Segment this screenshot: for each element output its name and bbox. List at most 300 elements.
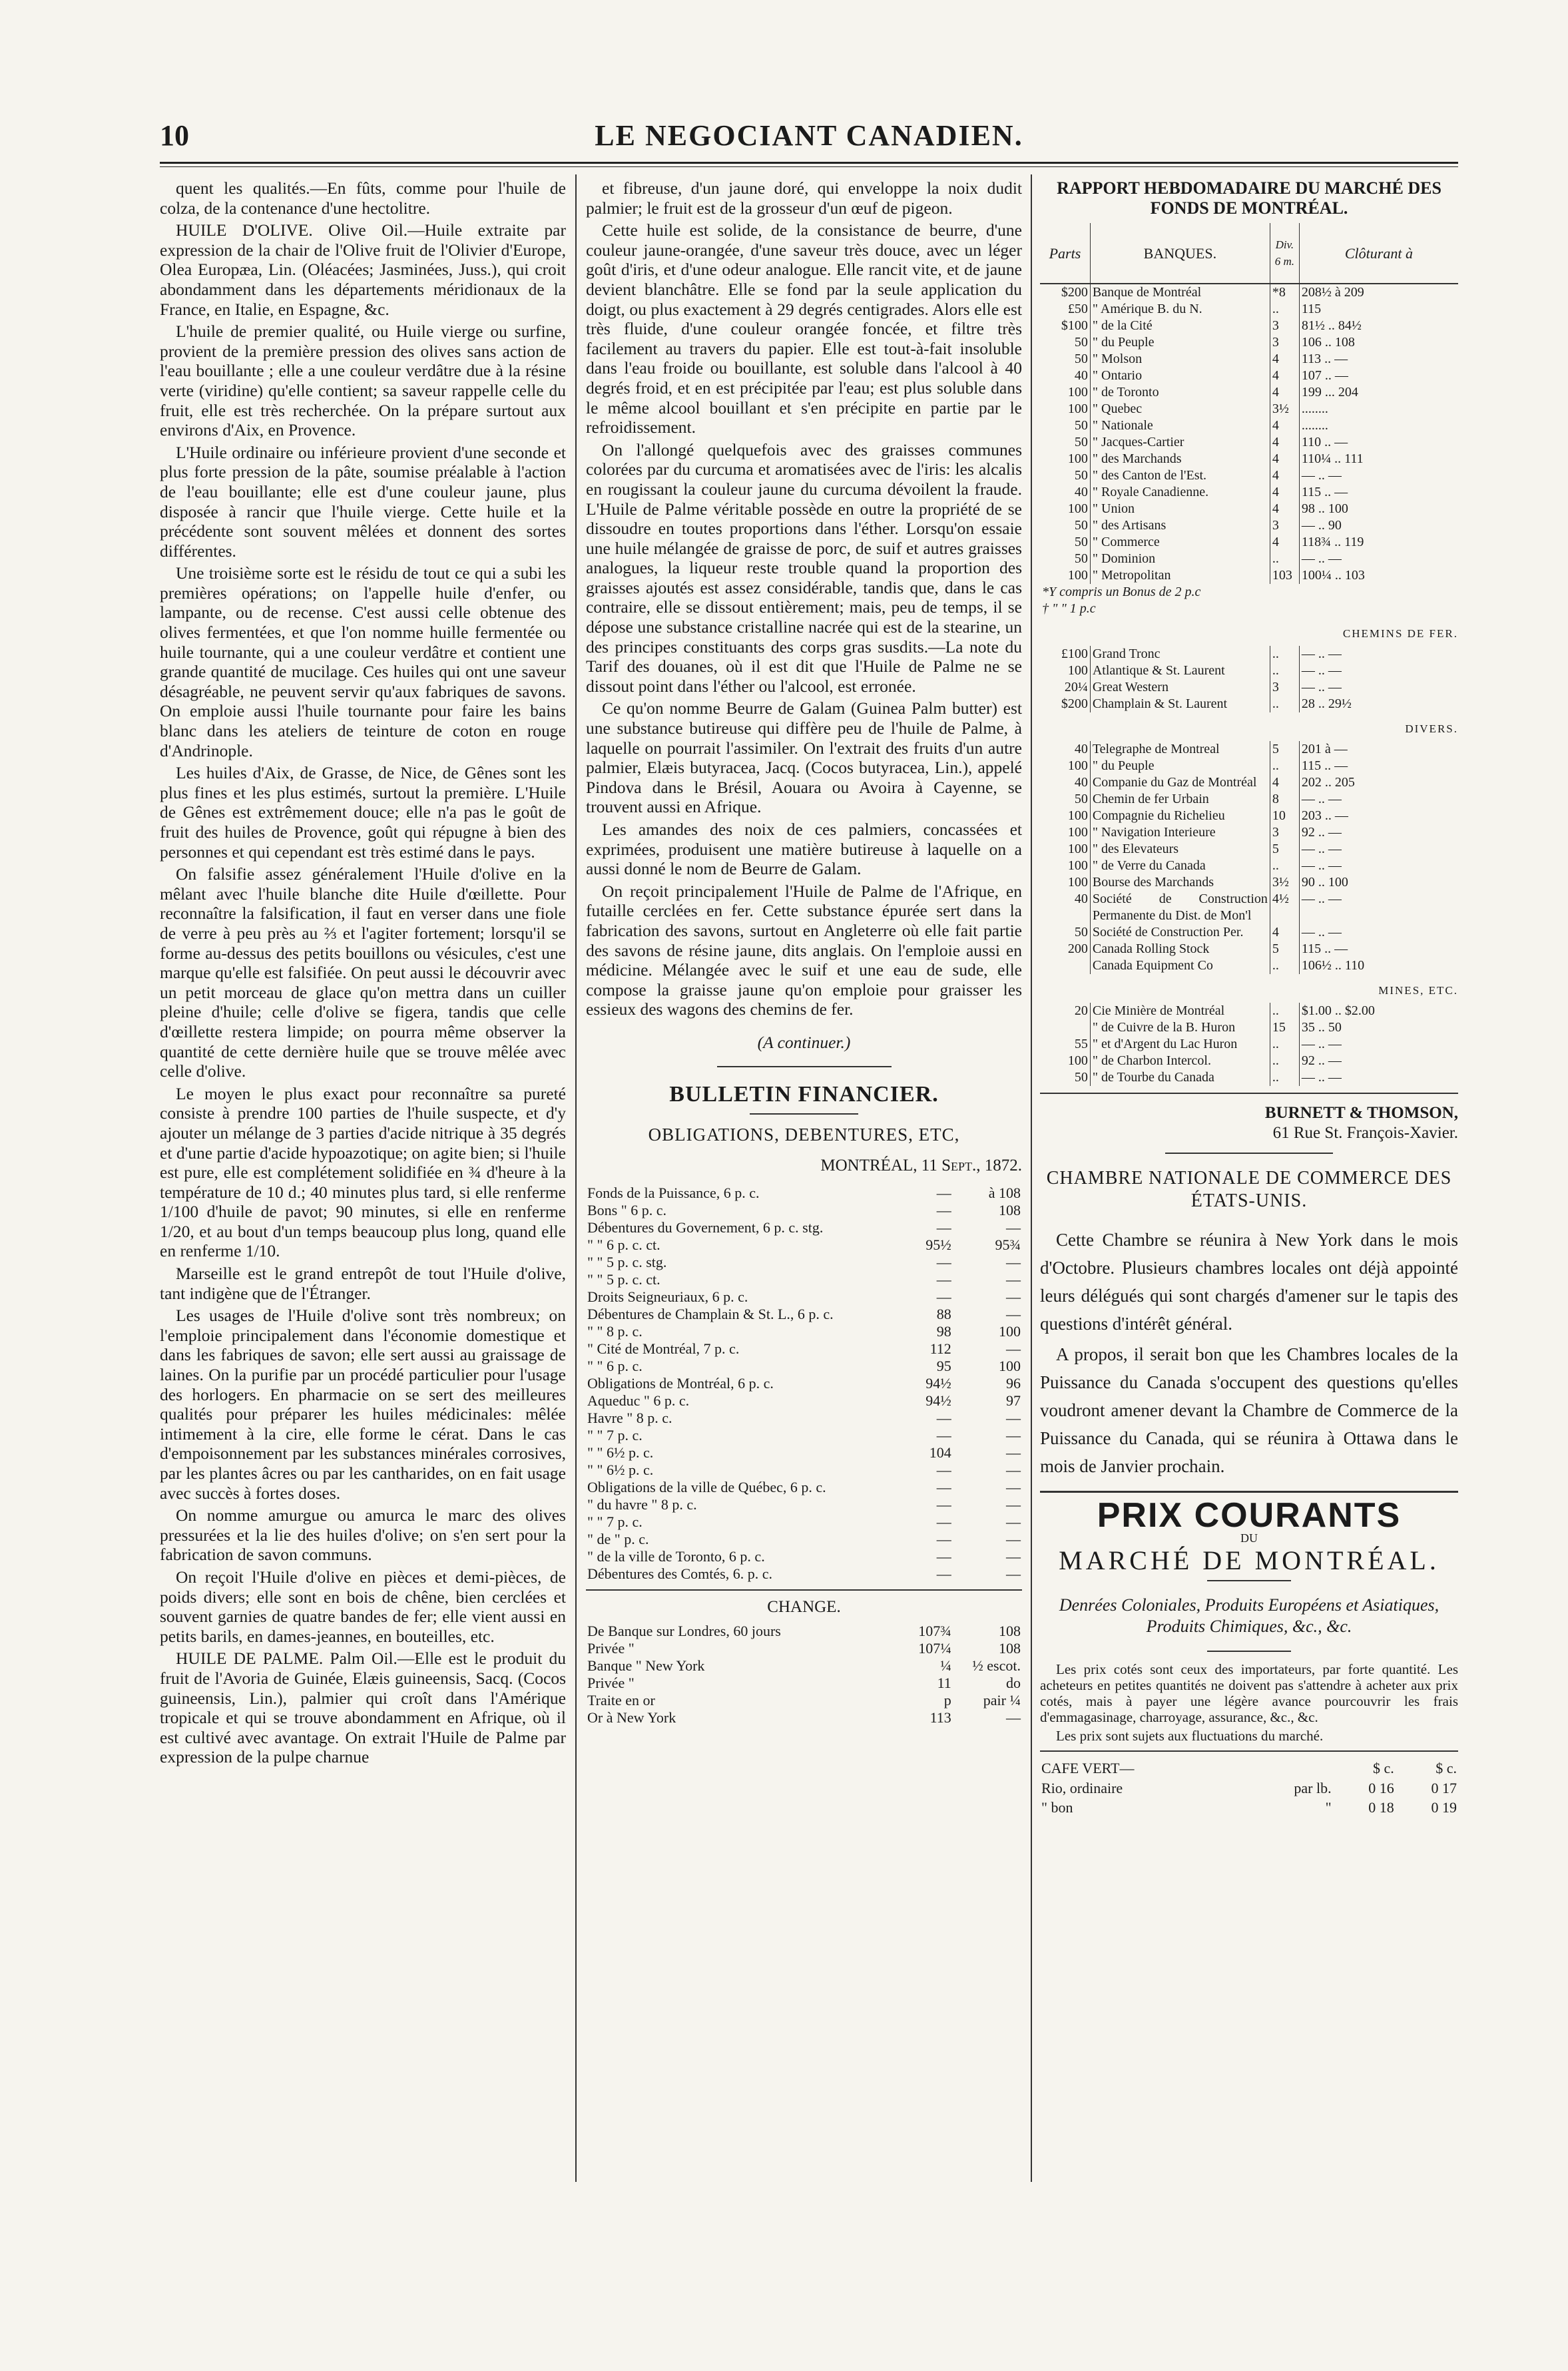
stock-name: " Commerce xyxy=(1090,534,1270,551)
stock-clo: 115 .. — xyxy=(1299,484,1458,501)
stock-part: 100 xyxy=(1067,385,1088,400)
fonds-row xyxy=(586,1306,1022,1323)
stock-name: " Dominion xyxy=(1090,551,1270,567)
fonds-row-v1: — xyxy=(936,1288,951,1306)
stock-clo: 110¼ .. 111 xyxy=(1299,451,1458,467)
stock-part: 50 xyxy=(1074,518,1088,533)
fonds-row-v2: 95¾ xyxy=(995,1236,1021,1254)
stock-name: " des Artisans xyxy=(1090,517,1270,534)
fonds-row xyxy=(586,1392,1022,1410)
chambre-title: CHAMBRE NATIONALE DE COMMERCE DES ÉTATS-UNIS. xyxy=(1046,1168,1452,1212)
fonds-row-v2: 100 xyxy=(999,1358,1021,1375)
stock-clo: 110 .. — xyxy=(1299,434,1458,451)
change-row-label: Privée " xyxy=(587,1639,635,1657)
stock-name: " des Marchands xyxy=(1090,451,1270,467)
stock-div: 4 xyxy=(1270,924,1299,941)
stock-part: 100 xyxy=(1067,401,1088,417)
fonds-row-v2: — xyxy=(1006,1288,1021,1306)
fonds-row-v1: 95½ xyxy=(925,1236,951,1254)
stock-name: " Royale Canadienne. xyxy=(1090,484,1270,501)
stock-name: " et d'Argent du Lac Huron xyxy=(1090,1036,1270,1053)
stock-clo: 202 .. 205 xyxy=(1299,774,1458,791)
change-row-label: Banque " New York xyxy=(587,1657,705,1674)
stock-part xyxy=(1040,957,1090,974)
fonds-row-v2: — xyxy=(1006,1340,1021,1358)
fonds-row-v1: — xyxy=(936,1479,951,1496)
fonds-row xyxy=(586,1427,1022,1444)
chambre-paragraph: A propos, il serait bon que les Chambres locales de la Puissance du Canada s'occupent des questions qu'elles voudront amener devant la Chambre de Commerce de la Puissance du Canada, qui se réunira à Ottawa dans le mois de Janvier prochain. xyxy=(1040,1344,1458,1477)
fonds-row-v1: — xyxy=(936,1427,951,1444)
cafe-v2: 0 19 xyxy=(1431,1799,1457,1816)
stock-clo: 90 .. 100 xyxy=(1299,874,1458,891)
cafe-label: " bon xyxy=(1041,1799,1073,1816)
stock-part: 40 xyxy=(1074,775,1088,790)
market-report-column xyxy=(1040,178,1458,1818)
mines-row xyxy=(1040,1019,1458,1036)
change-row xyxy=(586,1640,1022,1657)
fonds-row-v2: — xyxy=(1006,1531,1021,1548)
divider xyxy=(717,1066,892,1067)
fonds-row-v1: — xyxy=(936,1271,951,1288)
bank-row xyxy=(1040,301,1458,318)
stock-name: " de Verre du Canada xyxy=(1090,858,1270,874)
fonds-row-v1: — xyxy=(936,1410,951,1427)
fonds-row-v1: 94½ xyxy=(925,1375,951,1392)
fonds-row-label: " Cité de Montréal, 7 p. c. xyxy=(587,1340,740,1358)
divers-row xyxy=(1040,774,1458,791)
stock-clo: 208½ à 209 xyxy=(1299,284,1458,301)
stock-name: Canada Equipment Co xyxy=(1090,957,1270,974)
denrees-subtitle: Denrées Coloniales, Produits Européens et Asiatiques, Produits Chimiques, &c., &c. xyxy=(1059,1595,1439,1636)
fonds-row xyxy=(586,1410,1022,1427)
stock-div: *8 xyxy=(1270,284,1299,301)
fonds-row-v2: — xyxy=(1006,1410,1021,1427)
stock-name: Great Western xyxy=(1090,679,1270,696)
fonds-row-v2: — xyxy=(1006,1306,1021,1323)
chemins-title: CHEMINS DE FER. xyxy=(1342,627,1458,641)
stock-clo: 106½ .. 110 xyxy=(1299,957,1458,974)
bank-row xyxy=(1040,567,1458,584)
stock-part: $200 xyxy=(1061,285,1088,300)
rapport-title: RAPPORT HEBDOMADAIRE DU MARCHÉ DES FONDS DE MONTRÉAL. xyxy=(1057,178,1441,218)
divers-row xyxy=(1040,841,1458,858)
fonds-row xyxy=(586,1513,1022,1531)
stock-name: " de Charbon Intercol. xyxy=(1090,1053,1270,1069)
fonds-row-label: " " 6 p. c. ct. xyxy=(587,1236,660,1254)
article-paragraph: Marseille est le grand entrepôt de tout l'Huile d'olive, tant indigène que de l'Étranger. xyxy=(160,1264,566,1303)
prix-du: DU xyxy=(1240,1531,1258,1545)
newspaper-title: LE NEGOCIANT CANADIEN. xyxy=(595,119,1023,152)
divers-row xyxy=(1040,858,1458,874)
signature-name: BURNETT & THOMSON, xyxy=(1264,1104,1458,1123)
change-row-v1: 107¾ xyxy=(918,1622,951,1639)
railway-row xyxy=(1040,696,1458,712)
stock-part: 100 xyxy=(1067,451,1088,467)
fonds-row-label: " de la ville de Toronto, 6 p. c. xyxy=(587,1548,765,1565)
fonds-row xyxy=(586,1254,1022,1271)
stock-part: 100 xyxy=(1067,758,1088,774)
stock-clo: — .. 90 xyxy=(1299,517,1458,534)
fonds-row-label: Débentures de Champlain & St. L., 6 p. c. xyxy=(587,1306,834,1323)
bulletin-title: BULLETIN FINANCIER. xyxy=(669,1081,939,1107)
stock-name: " Molson xyxy=(1090,351,1270,368)
change-title: CHANGE. xyxy=(767,1598,841,1617)
stock-div: 8 xyxy=(1270,791,1299,808)
stock-name: Société de Construction Permanente du Dist. de Mon'l xyxy=(1090,891,1270,924)
fonds-row-v2: 108 xyxy=(999,1202,1021,1219)
bank-row xyxy=(1040,384,1458,401)
stock-div: 3 xyxy=(1270,318,1299,334)
fonds-row-label: " " 6½ p. c. xyxy=(587,1444,654,1461)
article-paragraph: Les usages de l'Huile d'olive sont très nombreux; on l'emploie principalement dans l'économie domestique et dans les fabriques de savon; elle sert aussi au graissage de laines. On la purifie par un procédé particulier pour l'usage des horlogers. En pharmacie on se sert des meilleures qualités pour préparer les huiles médicinales: mêlée intimement à la cire, elle forme le cérat. Dans le cas d'empoisonnement par les substances minérales corrosives, par les plantes âcres ou par les cantharides, on en fait usage avec succès à fortes doses. xyxy=(160,1306,566,1503)
fonds-row-v1: — xyxy=(936,1513,951,1531)
fonds-row xyxy=(586,1202,1022,1219)
fonds-row xyxy=(586,1185,1022,1202)
article-paragraph: On reçoit principalement l'Huile de Palme de l'Afrique, en futaille cerclées en fer. Cette substance épurée sert dans la fabrication des savons, surtout en Angleterre où elle fait partie des savons de résine jaune, dits anglais. On l'emploie aussi en médicine. Mélangée avec le suif et une eau de sude, elle compose la graisse jaune qu'on emploie pour graisser les essieux des wagons des chemins de fer. xyxy=(586,881,1022,1019)
fonds-row-label: " " 5 p. c. stg. xyxy=(587,1254,667,1271)
fonds-row xyxy=(586,1444,1022,1461)
stock-part xyxy=(1040,1019,1090,1036)
stock-div: .. xyxy=(1270,1003,1299,1019)
divider xyxy=(750,1113,859,1115)
cafe-unit: par lb. xyxy=(1294,1779,1332,1796)
stock-name: Banque de Montréal xyxy=(1090,284,1270,301)
bank-row xyxy=(1040,434,1458,451)
divider xyxy=(1040,1093,1458,1094)
stock-part: 100 xyxy=(1067,875,1088,890)
stock-part: $200 xyxy=(1061,696,1088,712)
bank-row xyxy=(1040,467,1458,484)
fonds-row-label: Droits Seigneuriaux, 6 p. c. xyxy=(587,1288,748,1306)
fonds-row-v2: à 108 xyxy=(988,1185,1021,1202)
stock-part: £100 xyxy=(1061,647,1088,662)
fonds-row-v1: — xyxy=(936,1496,951,1513)
stock-clo: ........ xyxy=(1299,417,1458,434)
stock-div: .. xyxy=(1270,957,1299,974)
fonds-row-v2: — xyxy=(1006,1219,1021,1236)
stock-div: 5 xyxy=(1270,841,1299,858)
stock-div: 4 xyxy=(1270,467,1299,484)
article-paragraph: On nomme amurgue ou amurca le marc des olives pressurées et la lie des huiles d'olive; on s'en sert pour la fabrication de savon communs. xyxy=(160,1505,566,1565)
fonds-row-label: Obligations de Montréal, 6 p. c. xyxy=(587,1375,774,1392)
stock-div: .. xyxy=(1270,858,1299,874)
stock-name: Atlantique & St. Laurent xyxy=(1090,662,1270,679)
page-number: 10 xyxy=(160,119,189,152)
stock-div: 103 xyxy=(1270,567,1299,584)
divers-row xyxy=(1040,924,1458,941)
bank-row xyxy=(1040,534,1458,551)
change-row-label: Privée " xyxy=(587,1674,635,1691)
stock-part: 100 xyxy=(1067,1053,1088,1069)
stock-name: " Metropolitan xyxy=(1090,567,1270,584)
stock-name: " Nationale xyxy=(1090,417,1270,434)
fonds-row xyxy=(586,1461,1022,1479)
stock-div: .. xyxy=(1270,1069,1299,1086)
fonds-row-label: " " 6½ p. c. xyxy=(587,1461,654,1479)
stock-part: 55 xyxy=(1074,1037,1088,1052)
stock-name: " Union xyxy=(1090,501,1270,517)
bank-row xyxy=(1040,517,1458,534)
article-paragraph: On falsifie assez généralement l'Huile d'olive en la mêlant avec l'huile blanche dite Huile d'œillette. Pour reconnaître la falsification, il faut en verser dans une fiole de verre à peu près au ⅔ et l'agiter fortement; lorsqu'il se forme au-dessus des petits bouillons ou vésicules, c'est une marque qu'elle est falsifiée. On peut aussi le découvrir avec un petit morceau de glace qu'on mettra dans un cuiller pleine d'huile; celle d'olive se figera, tandis que celle d'œillette restera limpide; on pourra même observer la quantité de cette dernière huile que se trouve mêlée avec celle d'olive. xyxy=(160,864,566,1081)
stock-div: 5 xyxy=(1270,741,1299,758)
mines-row xyxy=(1040,1053,1458,1069)
change-row-v2: pair ¼ xyxy=(983,1691,1021,1709)
railway-row xyxy=(1040,646,1458,662)
railway-row xyxy=(1040,662,1458,679)
stock-div: 4 xyxy=(1270,774,1299,791)
stock-part: 50 xyxy=(1074,925,1088,940)
stock-clo: 115 .. — xyxy=(1299,941,1458,957)
stock-div: 3 xyxy=(1270,334,1299,351)
stock-name: Bourse des Marchands xyxy=(1090,874,1270,891)
stock-name: Chemin de fer Urbain xyxy=(1090,791,1270,808)
stock-div: 5 xyxy=(1270,941,1299,957)
fonds-row-label: Havre " 8 p. c. xyxy=(587,1410,672,1427)
divers-row xyxy=(1040,808,1458,824)
stock-div: 4 xyxy=(1270,484,1299,501)
stock-div: 4 xyxy=(1270,368,1299,384)
stock-div: 10 xyxy=(1270,808,1299,824)
dateline: MONTRÉAL, 11 Sept., 1872. xyxy=(820,1156,1022,1175)
bank-row xyxy=(1040,318,1458,334)
change-row-v2: ½ escot. xyxy=(972,1657,1021,1674)
stock-div: .. xyxy=(1270,1053,1299,1069)
col-header-cloturant: Clôturant à xyxy=(1299,223,1458,284)
stock-name: Société de Construction Per. xyxy=(1090,924,1270,941)
stock-div: 4 xyxy=(1270,534,1299,551)
stock-name: Companie du Gaz de Montréal xyxy=(1090,774,1270,791)
article-paragraph: L'Huile ordinaire ou inférieure provient d'une seconde et plus forte pression de la pâte, soumise préalable à l'action de l'eau bouillante; elle est d'une couleur jaune, plus disposée à rancir que l'huile vierge. Cette huile et la précédente sont souvent mêlées et donnent des sortes différentes. xyxy=(160,442,566,561)
stock-div: 4 xyxy=(1270,384,1299,401)
cafe-unit-2: $ c. xyxy=(1436,1759,1457,1776)
stock-name: Telegraphe de Montreal xyxy=(1090,741,1270,758)
stock-clo: 115 xyxy=(1299,301,1458,318)
bank-row xyxy=(1040,284,1458,301)
change-row-v2: 108 xyxy=(999,1639,1021,1657)
stock-part: 40 xyxy=(1074,368,1088,384)
stock-name: " de Toronto xyxy=(1090,384,1270,401)
stock-div: .. xyxy=(1270,662,1299,679)
stock-div: 3½ xyxy=(1270,874,1299,891)
fonds-row-label: " du havre " 8 p. c. xyxy=(587,1496,697,1513)
stock-div: 3 xyxy=(1270,679,1299,696)
divider xyxy=(1207,1580,1291,1581)
cafe-label: Rio, ordinaire xyxy=(1041,1779,1123,1796)
stock-clo: — .. — xyxy=(1299,791,1458,808)
stock-clo: — .. — xyxy=(1299,467,1458,484)
stock-part: 20 xyxy=(1074,1003,1088,1019)
fonds-row-v1: — xyxy=(936,1202,951,1219)
stock-clo: 81½ .. 84½ xyxy=(1299,318,1458,334)
fonds-row xyxy=(586,1271,1022,1288)
divider xyxy=(586,1589,1022,1591)
fonds-row-label: Fonds de la Puissance, 6 p. c. xyxy=(587,1185,760,1202)
stock-part: 50 xyxy=(1074,352,1088,367)
cafe-v1: 0 18 xyxy=(1368,1799,1394,1816)
fonds-row xyxy=(586,1323,1022,1340)
article-paragraph: L'huile de premier qualité, ou Huile vierge ou surfine, provient de la première pression des olives sans action de l'eau bouillante ; elle a une couleur verdâtre due à la résine verte (viridine) qu'elle contient; sa saveur rappelle celle du fruit, elle est très recherchée. On la prépare surtout aux environs d'Aix, en Provence. xyxy=(160,322,566,440)
stock-name: Champlain & St. Laurent xyxy=(1090,696,1270,712)
stock-clo: — .. — xyxy=(1299,841,1458,858)
article-paragraph: Une troisième sorte est le résidu de tout ce qui a subi les premières opérations; on l'appelle huile d'enfer, ou lampante, ou de recense. C'est aussi celle obtenue des olives fermentées, et que l'on nomme huille fermentée ou huile tournante, qui a une couleur verdâtre et contient une grande quantité de mucilage. Ces huiles qui ont une saveur désagréable, ne peuvent servir qu'aux fabriques de savons. On emploie aussi l'huile tournante pour faire les bains blanc dans les ateliers de teinture de coton en rouge d'Andrinople. xyxy=(160,563,566,760)
divers-row xyxy=(1040,824,1458,841)
change-row-label: De Banque sur Londres, 60 jours xyxy=(587,1622,781,1639)
stock-name: " Jacques-Cartier xyxy=(1090,434,1270,451)
change-row xyxy=(586,1709,1022,1726)
divers-row xyxy=(1040,758,1458,774)
fonds-row-v2: 97 xyxy=(1006,1392,1021,1410)
change-row xyxy=(586,1675,1022,1692)
stock-div: .. xyxy=(1270,758,1299,774)
cafe-v2: 0 17 xyxy=(1431,1779,1457,1796)
cafe-v1: 0 16 xyxy=(1368,1779,1394,1796)
divider xyxy=(1040,1750,1458,1752)
bank-row xyxy=(1040,334,1458,351)
cafe-row xyxy=(1040,1778,1458,1798)
article-palm-oil-column xyxy=(586,178,1022,1726)
stock-name: " du Peuple xyxy=(1090,758,1270,774)
fonds-row xyxy=(586,1340,1022,1358)
bank-row xyxy=(1040,368,1458,384)
fonds-row-v2: — xyxy=(1006,1444,1021,1461)
fonds-row-v2: — xyxy=(1006,1461,1021,1479)
stock-clo: 203 .. — xyxy=(1299,808,1458,824)
stock-part: 100 xyxy=(1067,842,1088,857)
change-row xyxy=(586,1623,1022,1640)
fonds-row xyxy=(586,1496,1022,1513)
fonds-row xyxy=(586,1531,1022,1548)
cafe-title: CAFE VERT— xyxy=(1041,1759,1135,1776)
change-table xyxy=(586,1623,1022,1726)
divers-row xyxy=(1040,941,1458,957)
stock-div: .. xyxy=(1270,696,1299,712)
article-paragraph: On l'allongé quelquefois avec des graisses communes colorées par du curcuma et aromatisées avec de l'iris: les alcalis en rougissant la couleur jaune du curcuma dévoilent la fraude. L'Huile de Palme véritable possède en outre la propriété de se dissoudre en toutes proportions dans l'éther. Lorsqu'on essaie une huile mélangée de graisse de porc, de suif et autres graisses analogues, la liqueur reste trouble quand la proportion des graisses ajoutés est assez considérable, tandis que, dans le cas contraire, elle se dissout entièrement; mais, peu de temps, il se dépose une substance cristalline nacrée qui est de la stearine, un des principes constituants des corps gras susdits.—La note du Tarif des douanes, où il est dit que l'Huile de Palme ne se dissout point dans l'éther ou l'alcool, est erronée. xyxy=(586,439,1022,696)
fonds-row-v1: — xyxy=(936,1548,951,1565)
bank-row xyxy=(1040,484,1458,501)
article-paragraph: et fibreuse, d'un jaune doré, qui enveloppe la noix dudit palmier; le fruit est de la grosseur d'un œuf de pigeon. xyxy=(586,178,1022,218)
fonds-row-v1: 104 xyxy=(929,1444,951,1461)
chambre-paragraph: Cette Chambre se réunira à New York dans le mois d'Octobre. Plusieurs chambres locales ont déjà appointé leurs délégués qui sont chargés d'amener sur le tapis des questions d'intérêt général. xyxy=(1040,1230,1458,1334)
mines-row xyxy=(1040,1069,1458,1086)
bank-row xyxy=(1040,551,1458,567)
fonds-row-v1: — xyxy=(936,1461,951,1479)
obligations-title: OBLIGATIONS, DEBENTURES, ETC, xyxy=(648,1125,960,1145)
fonds-row-label: " " 7 p. c. xyxy=(587,1427,643,1444)
fonds-row xyxy=(586,1375,1022,1392)
article-paragraph: Cette huile est solide, de la consistance de beurre, d'une couleur jaune-orangée, d'une saveur très douce, avec un léger goût d'iris, et d'une odeur analogue. Elle rancit vite, et de jaune devient blanchâtre. Elle se fond par la seule application du doigt, ou plus exactement à 29 degrés centigrades. Alors elle est très fluide, d'une couleur orangée foncée, et filtre très facilement au travers du papier. Elle est tout-à-fait insoluble dans l'eau froide ou bouillante, est soluble dans l'alcool à 40 degrés froid, et en est précipitée par l'eau; est plus soluble dans le même alcool bouillant et s'en précipite en partie par le refroidissement. xyxy=(586,220,1022,437)
fonds-row-label: Débentures des Comtés, 6. p. c. xyxy=(587,1565,772,1583)
stock-div: 4 xyxy=(1270,501,1299,517)
divers-row xyxy=(1040,874,1458,891)
stock-part: 40 xyxy=(1074,485,1088,500)
price-note: Les prix sont sujets aux fluctuations du marché. xyxy=(1056,1727,1324,1744)
stock-part: 100 xyxy=(1067,663,1088,678)
cafe-unit: " xyxy=(1325,1799,1332,1816)
col-header-parts: Parts xyxy=(1040,223,1090,284)
change-row xyxy=(586,1692,1022,1709)
stock-clo: 201 à — xyxy=(1299,741,1458,758)
stock-div: .. xyxy=(1270,1036,1299,1053)
stock-part: 100 xyxy=(1067,808,1088,824)
stock-div: 3½ xyxy=(1270,401,1299,417)
fonds-row xyxy=(586,1358,1022,1375)
divers-row xyxy=(1040,791,1458,808)
footnote: † " " 1 p.c xyxy=(1042,601,1096,617)
stock-part: 40 xyxy=(1074,892,1088,907)
stock-name: " Navigation Interieure xyxy=(1090,824,1270,841)
bank-row xyxy=(1040,401,1458,417)
stock-div: 4 xyxy=(1270,417,1299,434)
stock-clo: 92 .. — xyxy=(1299,1053,1458,1069)
fonds-row-v1: — xyxy=(936,1254,951,1271)
fonds-row-v2: — xyxy=(1006,1548,1021,1565)
stock-clo: 199 ... 204 xyxy=(1299,384,1458,401)
stock-part: 50 xyxy=(1074,335,1088,350)
fonds-row xyxy=(586,1288,1022,1306)
stock-clo: — .. — xyxy=(1299,551,1458,567)
fonds-row-v1: — xyxy=(936,1219,951,1236)
stock-part: 50 xyxy=(1074,435,1088,450)
change-row-v2: — xyxy=(1006,1709,1021,1726)
change-row-v2: do xyxy=(1006,1674,1021,1691)
stock-part: 50 xyxy=(1074,535,1088,550)
stock-clo: 28 .. 29½ xyxy=(1299,696,1458,712)
continuer-note: (A continuer.) xyxy=(757,1032,851,1052)
stock-part: 20¼ xyxy=(1064,680,1088,695)
stock-clo: 35 .. 50 xyxy=(1299,1019,1458,1036)
stock-name: " de Tourbe du Canada xyxy=(1090,1069,1270,1086)
stock-part: 50 xyxy=(1074,418,1088,433)
stock-clo: 107 .. — xyxy=(1299,368,1458,384)
fonds-row-label: Obligations de la ville de Québec, 6 p. c. xyxy=(587,1479,826,1496)
fonds-row-v1: — xyxy=(936,1185,951,1202)
mines-row xyxy=(1040,1003,1458,1019)
mines-title: MINES, ETC. xyxy=(1378,984,1458,997)
stock-div: .. xyxy=(1270,551,1299,567)
signature-address: 61 Rue St. François-Xavier. xyxy=(1272,1124,1458,1143)
stock-clo: — .. — xyxy=(1299,858,1458,874)
fonds-row-v1: — xyxy=(936,1531,951,1548)
stock-clo: 113 .. — xyxy=(1299,351,1458,368)
stock-part: 100 xyxy=(1067,501,1088,517)
stock-div: 4 xyxy=(1270,451,1299,467)
stock-part: $100 xyxy=(1061,318,1088,334)
stock-clo: — .. — xyxy=(1299,646,1458,662)
change-row-label: Or à New York xyxy=(587,1709,676,1726)
stock-part: 100 xyxy=(1067,858,1088,874)
fonds-row-label: Bons " 6 p. c. xyxy=(587,1202,666,1219)
stock-part: 50 xyxy=(1074,1070,1088,1085)
stock-name: " du Peuple xyxy=(1090,334,1270,351)
stock-clo: — .. — xyxy=(1299,679,1458,696)
article-paragraph: On reçoit l'Huile d'olive en pièces et demi-pièces, de poids divers; elle sont en bois de chêne, bien cerclées et souvent garnies de quatre bandes de fer; elle vient aussi en petits barils, en dames-jeannes, en bouteilles, etc. xyxy=(160,1567,566,1646)
col-header-div: Div. 6 m. xyxy=(1270,223,1299,284)
fonds-row-v1: 88 xyxy=(936,1306,951,1323)
stock-clo: $1.00 .. $2.00 xyxy=(1299,1003,1458,1019)
change-row-v1: ¼ xyxy=(940,1657,951,1674)
price-notes xyxy=(1040,1661,1458,1744)
stock-clo: 106 .. 108 xyxy=(1299,334,1458,351)
stock-div: 4½ xyxy=(1270,891,1299,924)
stock-name: " de la Cité xyxy=(1090,318,1270,334)
footnote: *Y compris un Bonus de 2 p.c xyxy=(1042,585,1201,600)
stock-name: " Amérique B. du N. xyxy=(1090,301,1270,318)
fonds-row-v2: 96 xyxy=(1006,1375,1021,1392)
fonds-row-v2: 100 xyxy=(999,1323,1021,1340)
fonds-row xyxy=(586,1479,1022,1496)
article-paragraph: Le moyen le plus exact pour reconnaître sa pureté consiste à prendre 100 parties de l'huile suspecte, et d'y ajouter un mélange de 3 parties d'acide nitrique à 35 degrés et d'une partie d'acide hypoazotique; on agite bien; si l'huile est pure, elle est complétement solidifiée en ¾ d'heure à la température de 10 d.; 40 minutes plus tard, si elle renferme 1/100 d'huile de pavot; 90 minutes, si elle en renferme 1/20, et au bout d'un temps beaucoup plus long, quand elle en renferme 1/10. xyxy=(160,1083,566,1261)
stock-div: 15 xyxy=(1270,1019,1299,1036)
